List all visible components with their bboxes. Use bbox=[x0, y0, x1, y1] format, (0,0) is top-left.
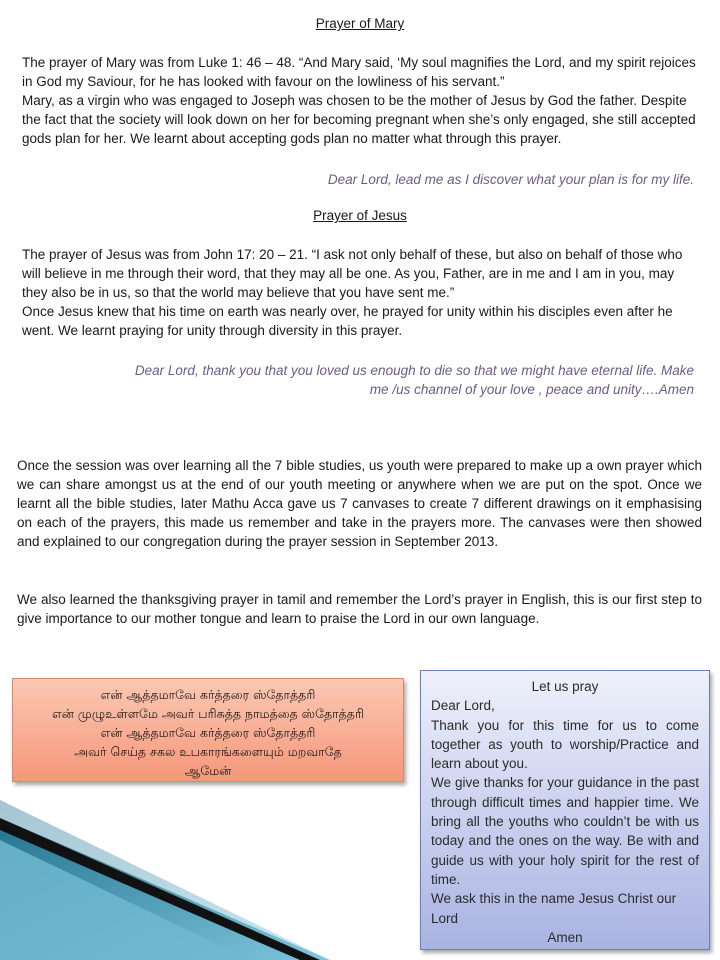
tamil-line-2: என் முழுஉள்ளமே அவர் பரிசுத்த நாமத்தை ஸ்தோத்தரி bbox=[52, 706, 364, 721]
prayer-body-1: Thank you for this time for us to come together as youth to worship/Practice and learn about you. bbox=[431, 717, 699, 772]
tamil-line-5: ஆமேன் bbox=[184, 763, 232, 778]
tamil-line-4: அவர் செய்த சகல உபகாரங்களையும் மறவாதே bbox=[74, 744, 342, 759]
let-us-pray-box bbox=[420, 670, 710, 950]
jesus-paragraph-2: Once Jesus knew that his time on earth was nearly over, he prayed for unity within his disciples even after he went. We learnt praying for unity through diversity in this prayer. bbox=[22, 304, 673, 338]
jesus-prayer-line-1: Dear Lord, thank you that you loved us enough to die so that we might have eternal life. Make bbox=[134, 363, 694, 378]
decorative-corner-graphic bbox=[0, 800, 420, 960]
prayer-body-2: We give thanks for your guidance in the past through difficult times and happier time. We bring all the youths who couldn’t be with us today and the ones on the way. Be with and guide us with your holy spirit for the rest of time. bbox=[431, 775, 699, 887]
jesus-text bbox=[22, 245, 702, 340]
mary-prayer: Dear Lord, lead me as I discover what your plan is for my life. bbox=[327, 172, 694, 187]
prayer-body-3: We ask this in the name Jesus Christ our Lord bbox=[431, 891, 677, 926]
let-us-pray-title: Let us pray bbox=[531, 679, 599, 694]
prayer-closing: Amen bbox=[547, 929, 583, 945]
jesus-paragraph-1: The prayer of Jesus was from John 17: 20 – 21. “I ask not only behalf of these, but also on behalf of those who will believe in me through their word, that they may all be one. As you, Father, are in me and I am in you, may they also be in us, so that the world may believe that you have sent me.” bbox=[22, 247, 683, 300]
mary-paragraph-1: The prayer of Mary was from Luke 1: 46 – 48. “And Mary said, ‘My soul magnifies the Lord, and my spirit rejoices in God my Saviour, for he has looked with favour on the lowliness of his servant.” bbox=[22, 55, 696, 89]
jesus-prayer-line-2: me /us channel of your love , peace and unity….Amen bbox=[369, 382, 694, 397]
prayer-greeting: Dear Lord, bbox=[431, 698, 495, 714]
tamil-prayer-box bbox=[12, 678, 404, 782]
summary-paragraph-2: We also learned the thanksgiving prayer in tamil and remember the Lord’s prayer in English, this is our first step to give importance to our mother tongue and learn to praise the Lord in our own language. bbox=[17, 592, 702, 626]
mary-text bbox=[22, 53, 702, 148]
mary-paragraph-2: Mary, as a virgin who was engaged to Joseph was chosen to be the mother of Jesus by God the father. Despite the fact that the society will look down on her for becoming pregnant when she’s only engaged, she still accepted gods plan for her. We learnt about accepting gods plan no matter what through this prayer. bbox=[22, 93, 696, 146]
summary-paragraph-1: Once the session was over learning all the 7 bible studies, us youth were prepared to make up a own prayer which we can share amongst us at the end of our youth meeting or anywhere when we are put on the spot. Once we learnt all the bible studies, later Mathu Acca gave us 7 canvases to create 7 different drawings on it emphasising on each of the prayers, this made us remember and take in the prayers more. The canvases were then showed and explained to our congregation during the prayer session in September 2013. bbox=[17, 458, 702, 549]
heading-prayer-of-mary: Prayer of Mary bbox=[315, 16, 405, 31]
tamil-line-1: என் ஆத்தமாவே கர்த்தரை ஸ்தோத்தரி bbox=[100, 687, 316, 702]
heading-prayer-of-jesus: Prayer of Jesus bbox=[313, 208, 407, 223]
tamil-line-3: என் ஆத்தமாவே கர்த்தரை ஸ்தோத்தரி bbox=[100, 725, 316, 740]
